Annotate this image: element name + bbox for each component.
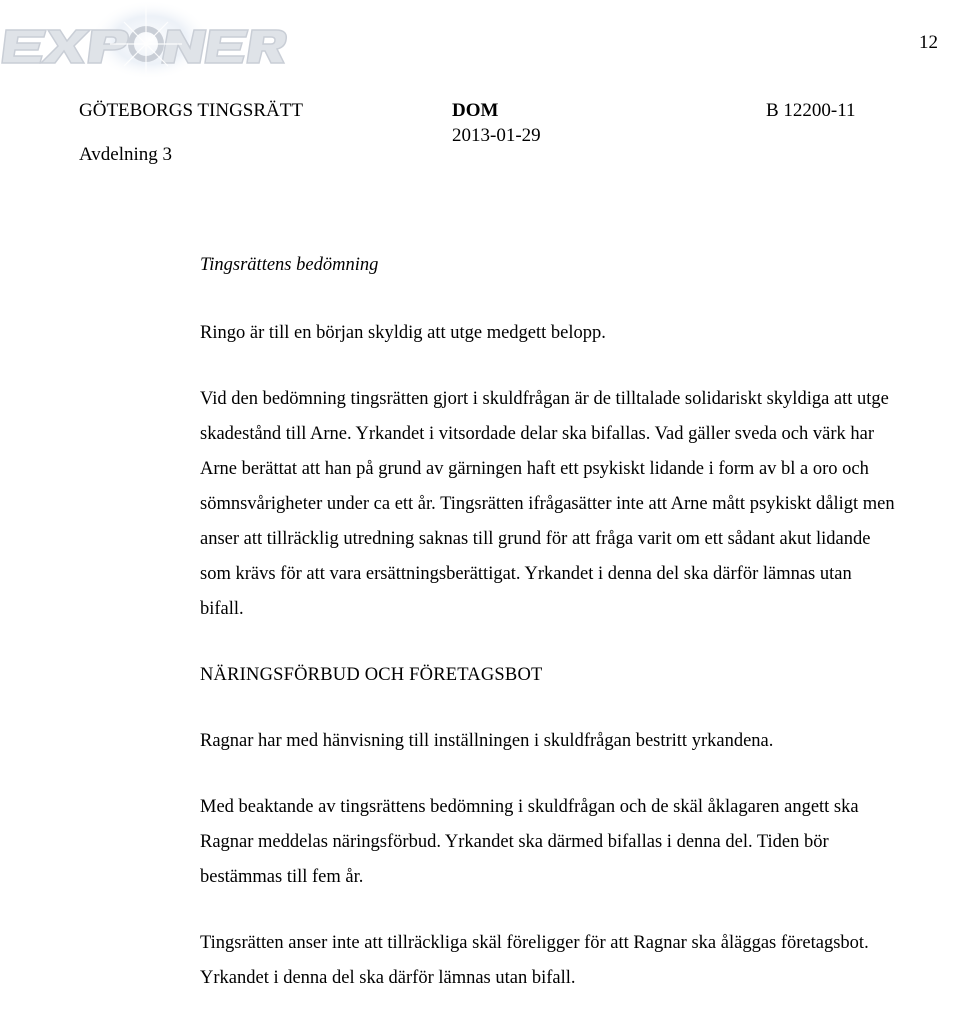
paragraph: Tingsrätten anser inte att tillräckliga skäl föreligger för att Ragnar ska åläggas företagsbot. Yrkandet i denna del ska därför lämnas utan bifall.: [200, 933, 869, 988]
paragraph: Ringo är till en början skyldig att utge medgett belopp.: [200, 323, 606, 343]
case-number: B 12200-11: [766, 100, 856, 121]
document-body: [200, 248, 900, 996]
section-heading-business-ban: NÄRINGSFÖRBUD OCH FÖRETAGSBOT: [200, 665, 543, 685]
section-heading-assessment: Tingsrättens bedömning: [200, 255, 379, 275]
court-name: GÖTEBORGS TINGSRÄTT: [79, 100, 303, 121]
paragraph: Ragnar har med hänvisning till inställningen i skuldfrågan bestritt yrkandena.: [200, 731, 774, 751]
paragraph: Med beaktande av tingsrättens bedömning i skuldfrågan och de skäl åklagaren angett ska Ragnar meddelas näringsförbud. Yrkandet ska därmed bifallas i denna del. Tiden bör bestämmas till fem år.: [200, 797, 859, 887]
page-number: 12: [919, 32, 938, 53]
document-date: 2013-01-29: [452, 125, 541, 146]
document-type: DOM: [452, 100, 499, 121]
department: Avdelning 3: [79, 144, 173, 165]
exponerat-watermark-logo: [0, 0, 300, 80]
paragraph: Vid den bedömning tingsrätten gjort i skuldfrågan är de tilltalade solidariskt skyldiga att utge skadestånd till Arne. Yrkandet i vitsordade delar ska bifallas. Vad gäller sveda och värk har Arne berättat att han på grund av gärningen haft ett psykiskt lidande i form av bl a oro och sömnsvårigheter under ca ett år. Tingsrätten ifrågasätter inte att Arne mått psykiskt dåligt men anser att tillräcklig utredning saknas till grund för att fråga varit om ett sådant akut lidande som krävs för att vara ersättningsberättigat. Yrkandet i denna del ska därför lämnas utan bifall.: [200, 389, 895, 619]
